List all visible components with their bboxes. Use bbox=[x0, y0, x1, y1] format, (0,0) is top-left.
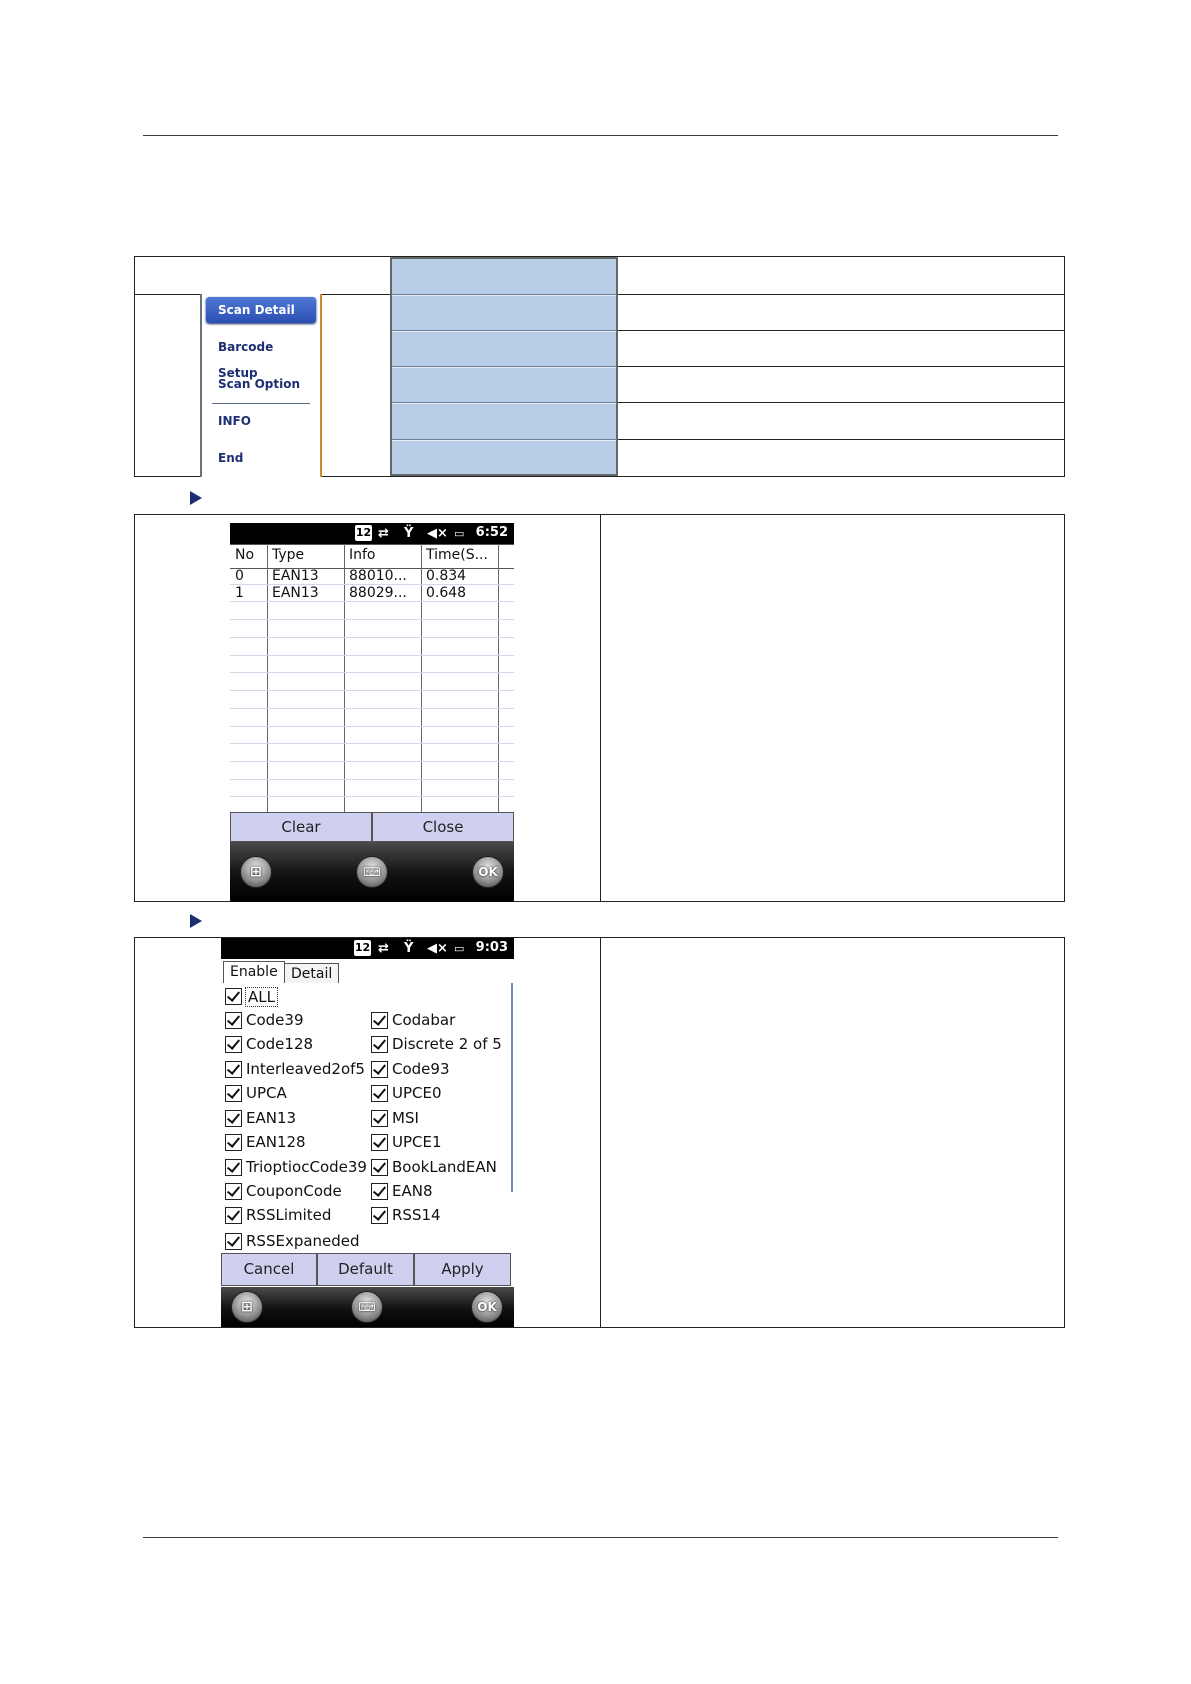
all-checkbox[interactable] bbox=[225, 988, 242, 1005]
symbology-checkbox[interactable] bbox=[225, 1061, 242, 1078]
close-button[interactable]: Close bbox=[372, 812, 514, 842]
clear-button[interactable]: Clear bbox=[230, 812, 372, 842]
symbology-label: Code39 bbox=[246, 1011, 304, 1029]
symbology-checkbox[interactable] bbox=[225, 1134, 242, 1151]
sync-icon: ⇄ bbox=[378, 526, 389, 541]
menu-item-scan-detail[interactable]: Scan Detail bbox=[206, 297, 316, 323]
cell-no: 0 bbox=[235, 568, 244, 584]
tab-detail[interactable]: Detail bbox=[284, 963, 339, 983]
windows-start-icon[interactable]: ⊞ bbox=[240, 856, 272, 888]
symbology-label: EAN8 bbox=[392, 1182, 433, 1200]
default-button[interactable]: Default bbox=[317, 1253, 414, 1286]
symbology-label: Code93 bbox=[392, 1060, 450, 1078]
scrollbar[interactable] bbox=[511, 983, 513, 1192]
speaker-muted-icon: ◀× bbox=[427, 941, 448, 956]
symbology-checkbox[interactable] bbox=[371, 1085, 388, 1102]
table-rule bbox=[618, 402, 1064, 403]
symbology-label: BookLandEAN bbox=[392, 1158, 497, 1176]
bullet-arrow-icon bbox=[190, 491, 202, 505]
symbology-label: UPCE1 bbox=[392, 1133, 442, 1151]
cell-type: EAN13 bbox=[272, 585, 319, 601]
notification-badge: 12 bbox=[355, 526, 372, 539]
barcode-setup-screen bbox=[221, 938, 514, 1327]
menu-item-info[interactable]: INFO bbox=[218, 414, 251, 428]
cell-time: 0.834 bbox=[426, 568, 467, 584]
table-rule bbox=[618, 294, 1064, 295]
symbology-checkbox[interactable] bbox=[225, 1233, 242, 1250]
grid-header bbox=[230, 544, 514, 569]
taskbar bbox=[230, 842, 514, 902]
no-signal-icon: Ÿ bbox=[404, 941, 414, 956]
clock: 9:03 bbox=[475, 940, 508, 955]
cell-type: EAN13 bbox=[272, 568, 319, 584]
battery-icon: ▭ bbox=[454, 527, 465, 540]
table-rule bbox=[618, 439, 1064, 440]
symbology-label: EAN128 bbox=[246, 1133, 306, 1151]
status-bar bbox=[230, 523, 514, 544]
taskbar bbox=[221, 1287, 514, 1327]
all-checkbox-label: ALL bbox=[245, 987, 278, 1007]
menu-item-barcode-setup[interactable]: Barcode Setup bbox=[218, 340, 274, 380]
column-header-info[interactable]: Info bbox=[349, 547, 376, 563]
symbology-label: RSSLimited bbox=[246, 1206, 332, 1224]
header-rule bbox=[143, 135, 1058, 136]
cell-no: 1 bbox=[235, 585, 244, 601]
column-header-type[interactable]: Type bbox=[272, 547, 305, 563]
cell-info: 88029... bbox=[349, 585, 407, 601]
cell-info: 88010... bbox=[349, 568, 407, 584]
battery-icon: ▭ bbox=[454, 942, 465, 955]
symbology-checkbox[interactable] bbox=[371, 1134, 388, 1151]
apply-button[interactable]: Apply bbox=[414, 1253, 511, 1286]
barcode-setup-table bbox=[134, 937, 1065, 1328]
column-header-no[interactable]: No bbox=[235, 547, 255, 563]
speaker-muted-icon: ◀× bbox=[427, 526, 448, 541]
menu-separator bbox=[212, 403, 310, 404]
column-header-time[interactable]: Time(S... bbox=[426, 547, 488, 563]
status-bar bbox=[221, 938, 514, 959]
symbology-label: MSI bbox=[392, 1109, 419, 1127]
tab-strip bbox=[223, 961, 512, 983]
windows-start-icon[interactable]: ⊞ bbox=[231, 1291, 263, 1323]
scan-detail-table bbox=[134, 514, 1065, 902]
symbology-label: TrioptiocCode39 bbox=[246, 1158, 367, 1176]
table-rule bbox=[600, 515, 601, 901]
symbology-label: RSS14 bbox=[392, 1206, 441, 1224]
symbology-label: RSSExpaneded bbox=[246, 1232, 360, 1250]
symbology-checkbox[interactable] bbox=[371, 1012, 388, 1029]
symbology-checkbox[interactable] bbox=[225, 1159, 242, 1176]
symbology-checkbox[interactable] bbox=[371, 1183, 388, 1200]
notification-badge: 12 bbox=[354, 941, 371, 954]
symbology-label: CouponCode bbox=[246, 1182, 342, 1200]
ok-button[interactable]: OK bbox=[471, 1291, 503, 1323]
scan-detail-screen bbox=[230, 523, 514, 902]
symbology-checkbox[interactable] bbox=[371, 1207, 388, 1224]
bullet-arrow-icon bbox=[190, 914, 202, 928]
table-rule bbox=[618, 366, 1064, 367]
keyboard-icon[interactable]: ⌨ bbox=[356, 856, 388, 888]
no-signal-icon: Ÿ bbox=[404, 526, 414, 541]
table-rule bbox=[618, 330, 1064, 331]
menu-table bbox=[134, 256, 1065, 477]
sync-icon: ⇄ bbox=[378, 941, 389, 956]
symbology-label: Code128 bbox=[246, 1035, 314, 1053]
keyboard-icon[interactable]: ⌨ bbox=[351, 1291, 383, 1323]
symbology-label: Interleaved2of5 bbox=[246, 1060, 365, 1078]
context-menu bbox=[200, 294, 322, 477]
symbology-checkbox[interactable] bbox=[225, 1036, 242, 1053]
symbology-checkbox[interactable] bbox=[225, 1085, 242, 1102]
symbology-checkbox[interactable] bbox=[371, 1159, 388, 1176]
symbology-checkbox[interactable] bbox=[225, 1183, 242, 1200]
symbology-checkbox[interactable] bbox=[225, 1012, 242, 1029]
cancel-button[interactable]: Cancel bbox=[221, 1253, 317, 1286]
symbology-label: UPCE0 bbox=[392, 1084, 442, 1102]
symbology-checkbox[interactable] bbox=[225, 1207, 242, 1224]
symbology-label: Codabar bbox=[392, 1011, 456, 1029]
ok-button[interactable]: OK bbox=[472, 856, 504, 888]
symbology-checkbox[interactable] bbox=[371, 1036, 388, 1053]
cell-time: 0.648 bbox=[426, 585, 467, 601]
scan-results-grid[interactable] bbox=[230, 544, 514, 812]
symbology-checkbox[interactable] bbox=[225, 1110, 242, 1127]
clock: 6:52 bbox=[475, 525, 508, 540]
symbology-label: EAN13 bbox=[246, 1109, 297, 1127]
tab-enable[interactable]: Enable bbox=[223, 961, 285, 983]
menu-description-column bbox=[390, 257, 618, 476]
symbology-checkbox[interactable] bbox=[371, 1061, 388, 1078]
footer-rule bbox=[143, 1537, 1058, 1538]
symbology-label: UPCA bbox=[246, 1084, 287, 1102]
symbology-checkbox[interactable] bbox=[371, 1110, 388, 1127]
menu-item-scan-option[interactable]: Scan Option bbox=[218, 377, 301, 391]
table-rule bbox=[600, 938, 601, 1327]
symbology-label: Discrete 2 of 5 bbox=[392, 1035, 502, 1053]
menu-item-end[interactable]: End bbox=[218, 451, 244, 465]
